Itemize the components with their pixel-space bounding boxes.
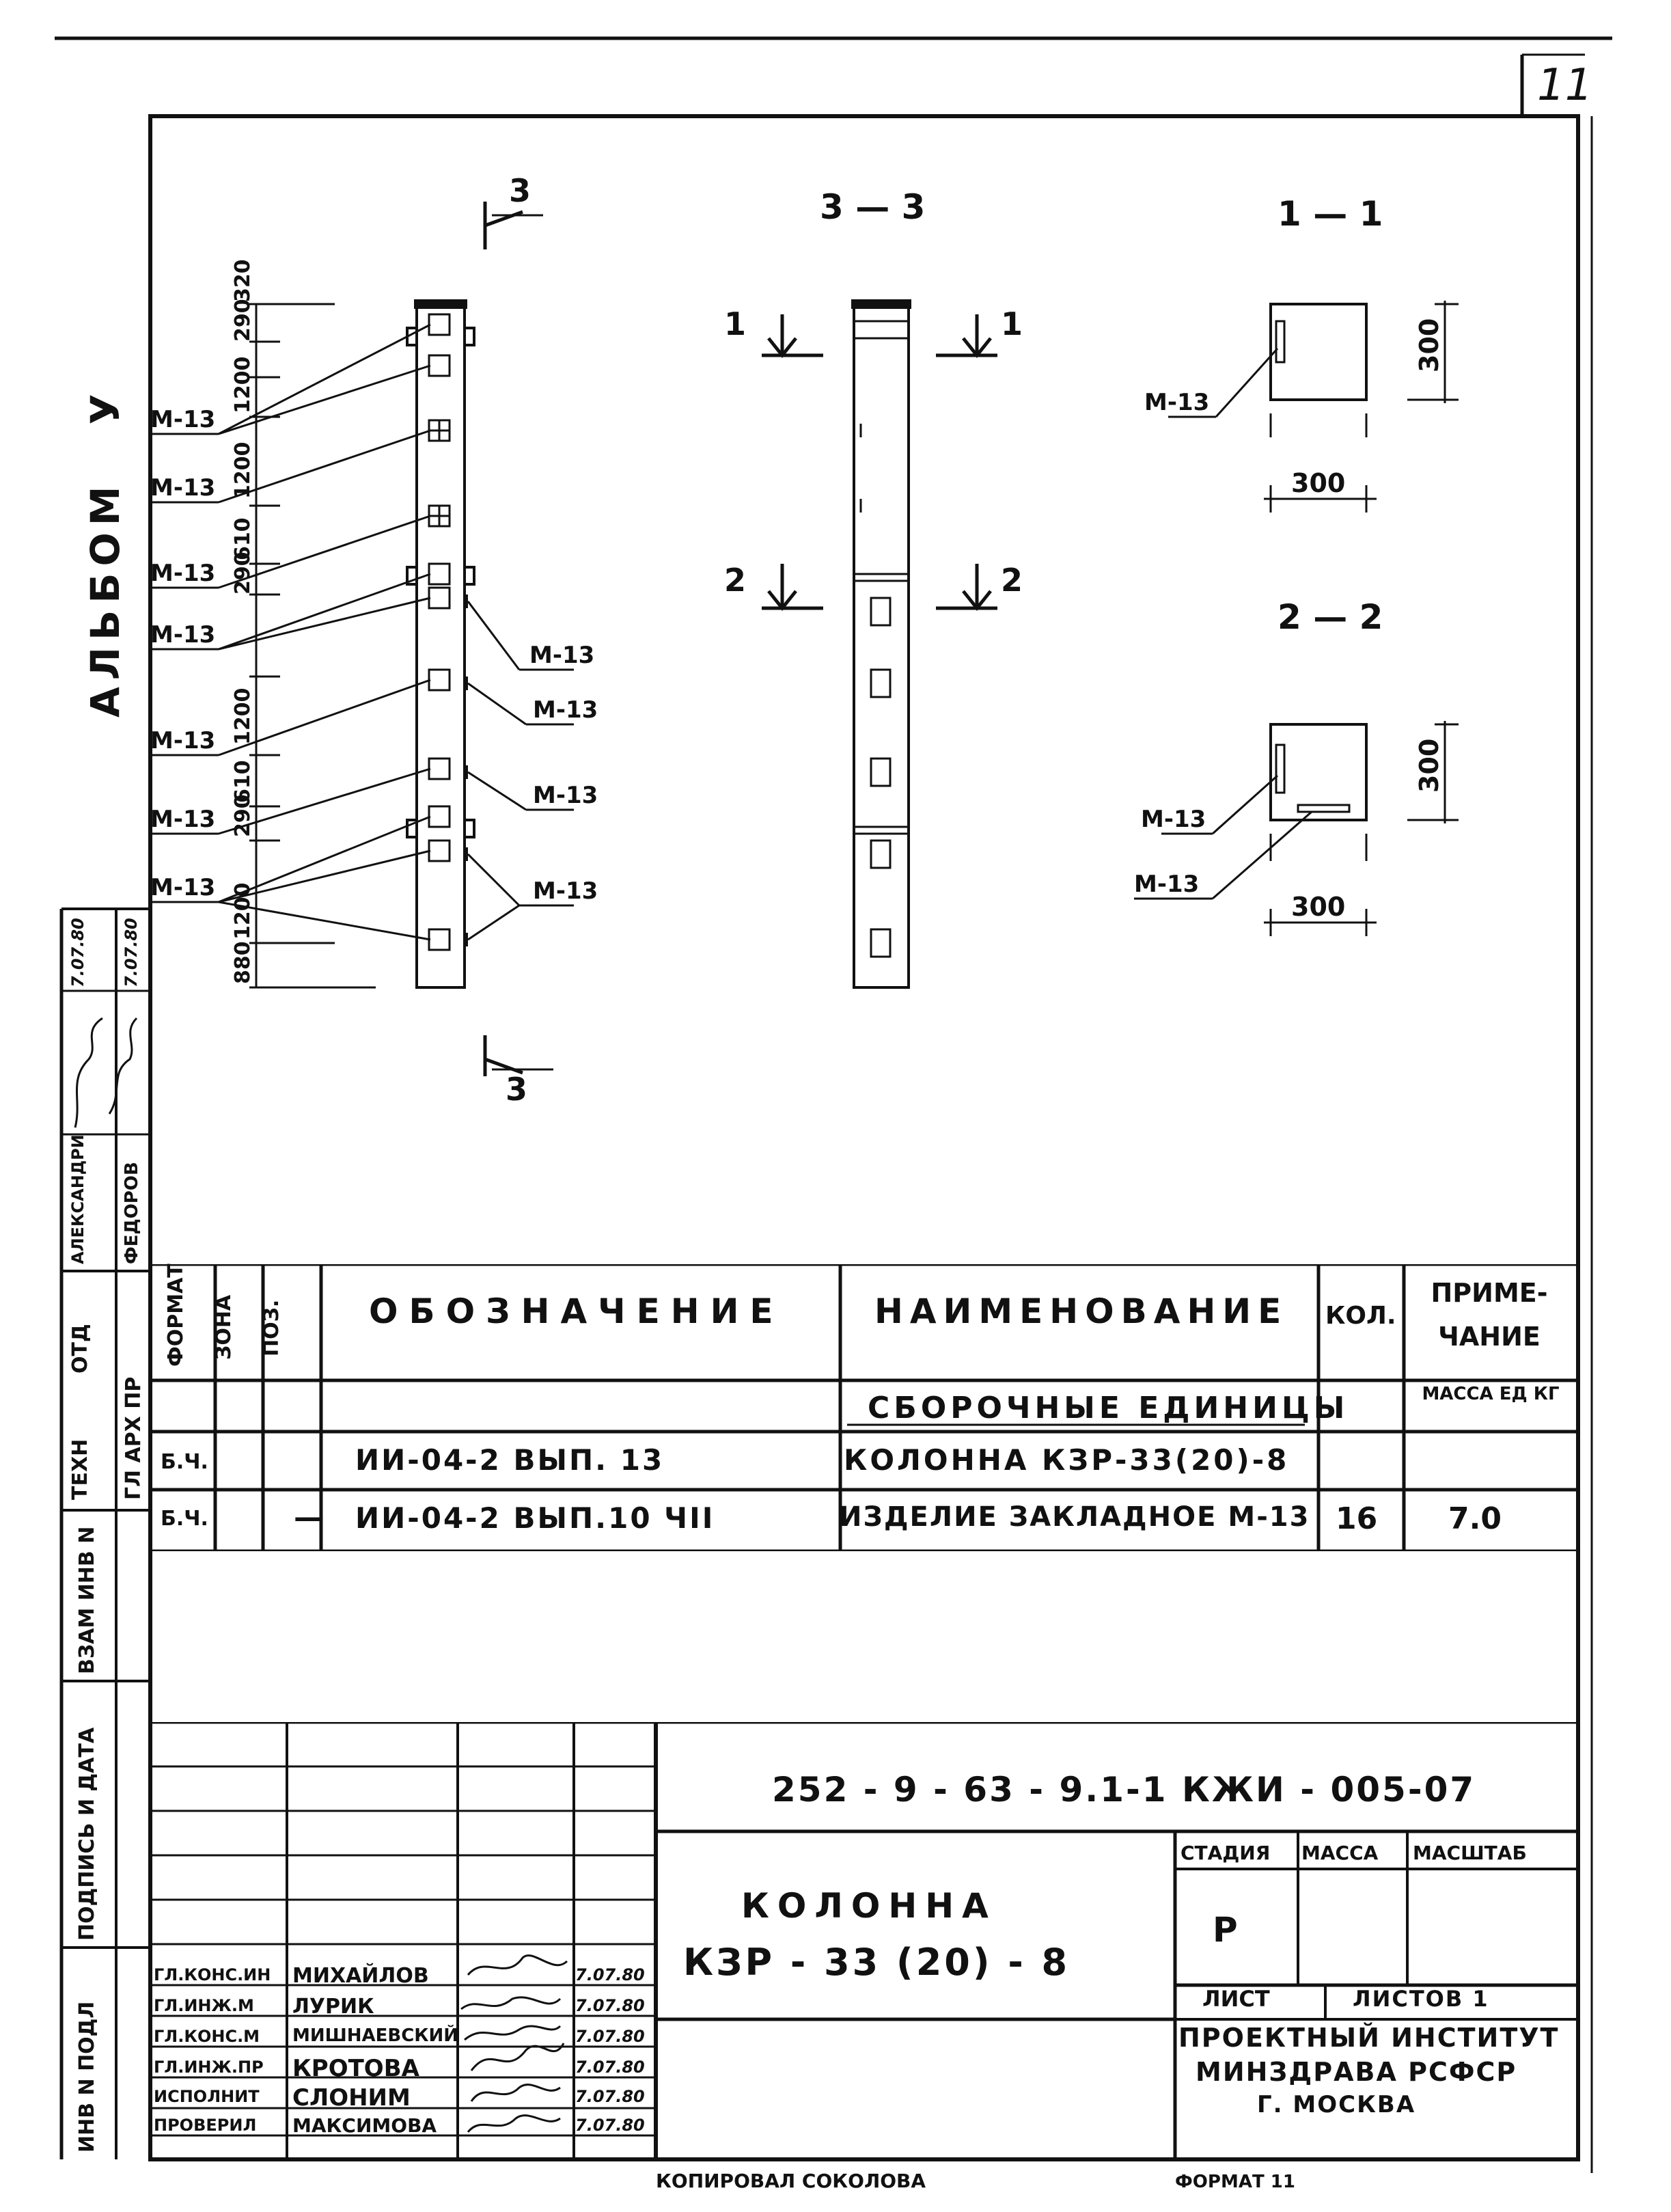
mark-label: М-13: [150, 874, 216, 901]
signature-role: ГЛ.ИНЖ.М: [154, 1996, 254, 2015]
spec-row-format: Б.Ч.: [161, 1450, 208, 1474]
dim-value: 610: [231, 517, 255, 560]
spec-row-name: ИЗДЕЛИЕ ЗАКЛАДНОЕ М-13: [839, 1501, 1310, 1533]
dim-300: 300: [1414, 318, 1444, 372]
spec-mass-note: МАССА ЕД КГ: [1422, 1384, 1560, 1404]
strip-label-vzam: ВЗАМ ИНВ N: [75, 1526, 99, 1674]
stage-header: СТАДИЯ: [1180, 1842, 1271, 1864]
footer-copied-by: КОПИРОВАЛ СОКОЛОВА: [656, 2170, 926, 2192]
signature-role: ПРОВЕРИЛ: [154, 2116, 257, 2135]
spec-row-pos: —: [294, 1500, 324, 1535]
spec-group-title: СБОРОЧНЫЕ ЕДИНИЦЫ: [868, 1391, 1349, 1425]
spec-row-format: Б.Ч.: [161, 1507, 208, 1531]
spec-row-designation: ИИ-04-2 ВЫП.10 ЧII: [355, 1501, 715, 1535]
mark-label: М-13: [150, 560, 216, 587]
section-1-1-title: 1 — 1: [1278, 194, 1383, 234]
signature-date: 7.07.80: [575, 2087, 645, 2106]
dim-value: 290: [231, 299, 255, 342]
strip-date-1: 7.07.80: [68, 918, 87, 987]
signature-name: МАКСИМОВА: [292, 2114, 437, 2137]
strip-signatures: [61, 998, 150, 1134]
signature-date: 7.07.80: [575, 1996, 645, 2015]
signature-date: 7.07.80: [575, 1965, 645, 1984]
drawing-title-line2: КЗР - 33 (20) - 8: [683, 1941, 1071, 1984]
cut-label-bottom: 3: [506, 1071, 528, 1108]
section-3-3-column: [854, 304, 909, 987]
spec-row-designation: ИИ-04-2 ВЫП. 13: [355, 1443, 665, 1477]
spec-row-name: КОЛОННА КЗР-33(20)-8: [844, 1443, 1290, 1477]
mark-label: М-13: [533, 782, 598, 809]
spec-header-name: НАИМЕНОВАНИЕ: [874, 1292, 1288, 1331]
spec-header-designation: ОБОЗНАЧЕНИЕ: [369, 1292, 784, 1331]
mark-label: М-13: [150, 621, 216, 648]
signature-name: ЛУРИК: [292, 1995, 374, 2019]
dim-300: 300: [1414, 738, 1444, 793]
sheet-number: 11: [1537, 60, 1593, 111]
signature-name: СЛОНИМ: [292, 2084, 411, 2112]
dim-value: 290: [231, 551, 255, 595]
dim-value: 320: [231, 259, 255, 302]
signature-role: ГЛ.ИНЖ.ПР: [154, 2058, 264, 2077]
spec-row-qty: 16: [1336, 1501, 1378, 1536]
spec-header-note: ПРИМЕ- ЧАНИЕ: [1431, 1278, 1548, 1352]
strip-label-gl-arh: ГЛ АРХ ПР: [122, 1376, 146, 1500]
mark-label: М-13: [533, 696, 598, 724]
album-label: [82, 387, 128, 718]
signature-name: МИХАЙЛОВ: [292, 1964, 429, 1988]
mark-label: М-13: [1134, 871, 1200, 898]
drawing-title-line1: КОЛОННА: [741, 1886, 997, 1926]
drawing-code: 252 - 9 - 63 - 9.1-1 КЖИ - 005-07: [772, 1770, 1476, 1810]
strip-label-aleksandr: АЛЕКСАНДРИ: [68, 1134, 87, 1264]
dim-value: 1200: [231, 882, 255, 940]
signature-role: ГЛ.КОНС.М: [154, 2027, 260, 2046]
spec-header-qty: КОЛ.: [1325, 1302, 1396, 1330]
cut-1-left: 1: [724, 305, 747, 342]
strip-label-fedorov: ФЕДОРОВ: [122, 1162, 142, 1264]
strip-date-2: 7.07.80: [122, 918, 141, 987]
signature-date: 7.07.80: [575, 2058, 645, 2077]
mark-label: М-13: [150, 406, 216, 433]
signature-date: 7.07.80: [575, 2027, 645, 2046]
spec-header-pos: ПОЗ.: [260, 1299, 284, 1356]
cut-1-right: 1: [1001, 305, 1023, 342]
cut-2-left: 2: [724, 562, 747, 599]
stage-value: Р: [1213, 1910, 1238, 1950]
org-line2: МИНЗДРАВА РСФСР: [1196, 2057, 1517, 2087]
cut-label-top: 3: [509, 172, 531, 209]
spec-header-zone: ЗОНА: [212, 1294, 236, 1360]
scale-header: МАСШТАБ: [1413, 1842, 1527, 1864]
mark-label: М-13: [533, 877, 598, 905]
spec-header-format: ФОРМАТ: [164, 1264, 188, 1367]
mark-label: М-13: [150, 474, 216, 502]
mark-label: М-13: [150, 727, 216, 754]
section-2-2-title: 2 — 2: [1278, 597, 1383, 637]
sheets-label: ЛИСТОВ 1: [1353, 1986, 1489, 2012]
mark-label: М-13: [529, 642, 595, 669]
sheet-label: ЛИСТ: [1202, 1986, 1270, 2012]
spec-row-note: 7.0: [1448, 1501, 1502, 1536]
mark-label: М-13: [150, 806, 216, 833]
footer-format-note: ФОРМАТ 11: [1175, 2172, 1295, 2192]
org-line3: Г. МОСКВА: [1257, 2091, 1416, 2118]
strip-label-otd: ОТД: [68, 1324, 92, 1374]
mass-header: МАССА: [1301, 1842, 1379, 1864]
signature-name: КРОТОВА: [292, 2055, 419, 2082]
dim-value: 1200: [231, 441, 255, 499]
signature-name: МИШНАЕВСКИЙ: [292, 2025, 459, 2046]
album-label-text: АЛЬБОМ: [82, 479, 128, 718]
dim-value: 1200: [231, 356, 255, 413]
dim-value: 1200: [231, 687, 255, 745]
dim-value: 880: [231, 941, 255, 984]
org-line1: ПРОЕКТНЫЙ ИНСТИТУТ: [1178, 2023, 1560, 2053]
mark-label: М-13: [1144, 389, 1210, 416]
signature-role: ГЛ.КОНС.ИН: [154, 1965, 271, 1984]
album-number: У: [82, 387, 128, 425]
strip-label-inv-podl: ИНВ N ПОДЛ: [75, 2001, 99, 2153]
mark-label: М-13: [1141, 806, 1206, 833]
signature-date: 7.07.80: [575, 2116, 645, 2135]
strip-label-tekh: ТЕХН: [68, 1438, 92, 1500]
signature-role: ИСПОЛНИТ: [154, 2087, 260, 2106]
section-3-3-title: 3 — 3: [820, 187, 926, 227]
column-drawing: [150, 116, 1578, 1264]
cut-2-right: 2: [1001, 562, 1023, 599]
dim-300: 300: [1291, 892, 1346, 922]
dim-value: 610: [231, 760, 255, 803]
elevation-column: [417, 304, 465, 987]
dim-value: 290: [231, 794, 255, 837]
dim-300: 300: [1291, 468, 1346, 498]
strip-label-podpis: ПОДПИСЬ И ДАТА: [75, 1727, 99, 1941]
